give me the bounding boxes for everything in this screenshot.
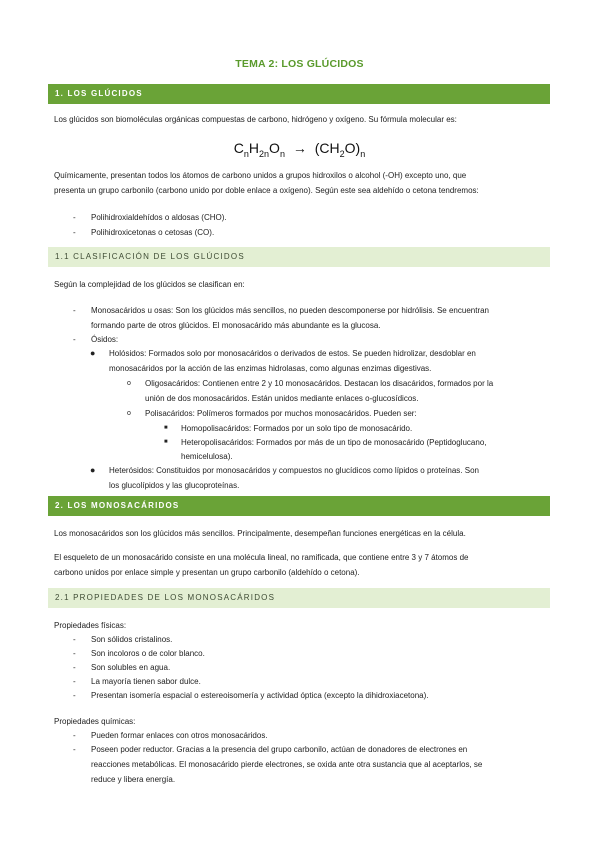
physical-properties-title: Propiedades físicas: bbox=[54, 621, 127, 630]
list-item: Pueden formar enlaces con otros monosacáridos. bbox=[91, 731, 268, 740]
skeleton-paragraph-line: El esqueleto de un monosacárido consiste en una molécula lineal, no ramificada, que contiene entre 3 y 7 átomos de bbox=[54, 553, 469, 562]
list-item: Poseen poder reductor. Gracias a la presencia del grupo carbonilo, actúan de donadores de electrones en bbox=[91, 745, 468, 754]
section-heading-glucidos: 1. LOS GLÚCIDOS bbox=[48, 84, 550, 104]
monosaccharide-paragraph: Los monosacáridos son los glúcidos más sencillos. Principalmente, desempeñan funciones energéticas en la célula. bbox=[54, 529, 466, 538]
chemistry-paragraph-line: Químicamente, presentan todos los átomos de carbono unidos a grupos hidroxilos o alcohol (-OH) excepto uno, que bbox=[54, 171, 467, 180]
list-item: Oligosacáridos: Contienen entre 2 y 10 monosacáridos. Destacan los disacáridos, formados por la bbox=[145, 379, 494, 388]
dash-marker: - bbox=[73, 649, 76, 658]
document-title: TEMA 2: LOS GLÚCIDOS bbox=[235, 58, 364, 70]
dash-marker: - bbox=[73, 228, 76, 237]
list-item: La mayoría tienen sabor dulce. bbox=[91, 677, 201, 686]
list-item: Monosacáridos u osas: Son los glúcidos más sencillos, no pueden descomponerse por hidrólisis. Se encuentran bbox=[91, 306, 490, 315]
chemistry-paragraph-line: presenta un grupo carbonilo (carbono unido por doble enlace a oxígeno). Según este sea aldehído o cetona tendremos: bbox=[54, 186, 479, 195]
list-item: Holósidos: Formados solo por monosacáridos o derivados de estos. Se pueden hidrolizar, desdoblar en bbox=[109, 349, 476, 358]
dash-marker: - bbox=[73, 213, 76, 222]
section-heading-monosacaridos: 2. LOS MONOSACÁRIDOS bbox=[48, 496, 550, 516]
list-item-continuation: monosacáridos por la acción de las enzimas hidrolasas, como algunas enzimas digestivas. bbox=[109, 364, 432, 373]
list-item: Polihidroxialdehídos o aldosas (CHO). bbox=[91, 213, 227, 222]
dash-marker: - bbox=[73, 745, 76, 754]
subsection-heading-clasificacion: 1.1 CLASIFICACIÓN DE LOS GLÚCIDOS bbox=[48, 247, 550, 267]
intro-paragraph: Los glúcidos son biomoléculas orgánicas compuestas de carbono, hidrógeno y oxígeno. Su fórmula molecular es: bbox=[54, 115, 457, 124]
molecular-formula: $C_nH_{2n}O_n \to (CH_2O)_n$ bbox=[233, 140, 366, 159]
list-item: Heterósidos: Constituidos por monosacáridos y compuestos no glucídicos como lípidos o proteínas. Son bbox=[109, 466, 479, 475]
list-item: Heteropolisacáridos: Formados por más de un tipo de monosacárido (Peptidoglucano, bbox=[181, 438, 487, 447]
list-item-continuation: unión de dos monosacáridos. Están unidos mediante enlaces o-glucosídicos. bbox=[145, 394, 419, 403]
list-item: Ósidos: bbox=[91, 335, 119, 344]
circle-marker: o bbox=[127, 380, 131, 387]
dash-marker: - bbox=[73, 663, 76, 672]
chemical-properties-title: Propiedades químicas: bbox=[54, 717, 136, 726]
list-item: Presentan isomería espacial o estereoisomería y actividad óptica (excepto la dihidroxiacetona). bbox=[91, 691, 429, 700]
list-item-continuation: reacciones metabólicas. El monosacárido pierde electrones, se oxida ante otra sustancia que al aceptarlos, se bbox=[91, 760, 483, 769]
skeleton-paragraph-line: carbono unidos por enlace simple y presentan un grupo carbonilo (aldehído o cetona). bbox=[54, 568, 360, 577]
dash-marker: - bbox=[73, 335, 76, 344]
list-item: Son solubles en agua. bbox=[91, 663, 171, 672]
dash-marker: - bbox=[73, 731, 76, 740]
dash-marker: - bbox=[73, 677, 76, 686]
dash-marker: - bbox=[73, 635, 76, 644]
list-item-continuation: los glucolípidos y las glucoproteínas. bbox=[109, 481, 240, 490]
subsection-heading-propiedades: 2.1 PROPIEDADES DE LOS MONOSACÁRIDOS bbox=[48, 588, 550, 608]
dash-marker: - bbox=[73, 306, 76, 315]
list-item: Son sólidos cristalinos. bbox=[91, 635, 173, 644]
classification-intro: Según la complejidad de los glúcidos se clasifican en: bbox=[54, 280, 245, 289]
list-item: Polihidroxicetonas o cetosas (CO). bbox=[91, 228, 215, 237]
list-item: Homopolisacáridos: Formados por un solo tipo de monosacárido. bbox=[181, 424, 413, 433]
square-marker: ■ bbox=[164, 439, 168, 445]
square-marker: ■ bbox=[164, 425, 168, 431]
bullet-marker: ● bbox=[90, 348, 96, 358]
bullet-marker: ● bbox=[90, 465, 96, 475]
list-item: Son incoloros o de color blanco. bbox=[91, 649, 205, 658]
arrow-icon: → bbox=[292, 140, 307, 156]
circle-marker: o bbox=[127, 410, 131, 417]
list-item: Polisacáridos: Polímeros formados por muchos monosacáridos. Pueden ser: bbox=[145, 409, 417, 418]
dash-marker: - bbox=[73, 691, 76, 700]
list-item-continuation: reduce y libera energía. bbox=[91, 775, 176, 784]
list-item-continuation: formando parte de otros glúcidos. El monosacárido más abundante es la glucosa. bbox=[91, 321, 381, 330]
list-item-continuation: hemicelulosa). bbox=[181, 452, 233, 461]
